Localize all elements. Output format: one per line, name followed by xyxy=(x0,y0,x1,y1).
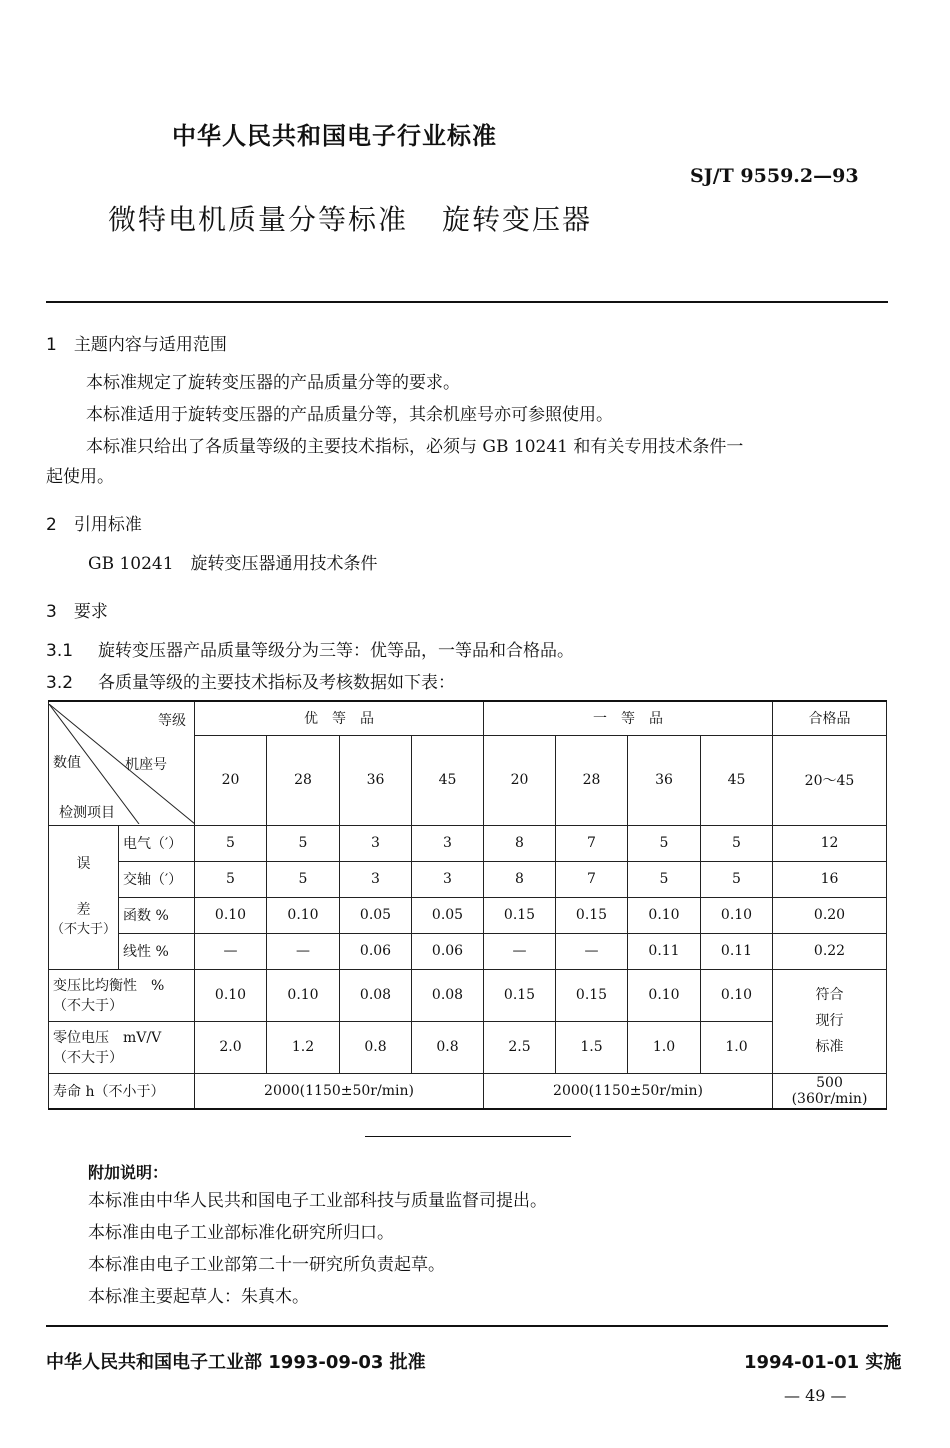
table-cell: 0.15 xyxy=(556,969,628,1021)
appendix-line: 本标准主要起草人：朱真木。 xyxy=(88,1287,309,1307)
corner-grade-label: 等级 xyxy=(158,713,186,730)
table-cell: 0.10 xyxy=(267,897,340,933)
life-qualified-speed: (360r/min) xyxy=(791,1090,868,1107)
section-2-heading: 2 引用标准 xyxy=(46,515,142,535)
appendix-line: 本标准由电子工业部标准化研究所归口。 xyxy=(88,1223,394,1243)
section-1-paragraph: 本标准适用于旋转变压器的产品质量分等，其余机座号亦可参照使用。 xyxy=(86,405,613,425)
table-cell: 0.11 xyxy=(701,933,773,969)
frame-number: 45 xyxy=(701,735,773,825)
table-cell: 0.15 xyxy=(556,897,628,933)
table-cell: 1.0 xyxy=(628,1021,701,1073)
zero-label-1: 零位电压 mV/V xyxy=(53,1030,162,1046)
table-cell: 0.10 xyxy=(701,897,773,933)
table-cell: 0.15 xyxy=(484,969,556,1021)
table-cell: 2.0 xyxy=(195,1021,267,1073)
error-group-label xyxy=(49,825,119,969)
clause-3-2 xyxy=(46,672,455,694)
row-label: 交轴（′） xyxy=(119,861,195,897)
table-cell: 7 xyxy=(556,825,628,861)
table-cell: 0.15 xyxy=(484,897,556,933)
life-row-label: 寿命 h（不小于） xyxy=(49,1073,195,1109)
corner-item-label: 检测项目 xyxy=(59,805,115,822)
section-1-paragraph: 本标准规定了旋转变压器的产品质量分等的要求。 xyxy=(86,373,460,393)
approval-date: 中华人民共和国电子工业部 1993-09-03 批准 xyxy=(46,1352,426,1373)
standard-org-header: 中华人民共和国电子行业标准 xyxy=(172,122,497,150)
grade-first-header: 一 等 品 xyxy=(484,701,773,735)
quality-grade-table xyxy=(48,700,887,1110)
section-1-paragraph: 本标准只给出了各质量等级的主要技术指标，必须与 GB 10241 和有关专用技术条件一 xyxy=(86,437,744,457)
document-title xyxy=(108,198,592,238)
bottom-rule xyxy=(46,1325,888,1327)
table-cell: 0.08 xyxy=(340,969,412,1021)
table-cell: 3 xyxy=(412,825,484,861)
table-cell: 1.2 xyxy=(267,1021,340,1073)
qualified-note-line: 符合 xyxy=(815,987,844,1003)
table-corner-cell xyxy=(49,701,195,825)
zero-row-label xyxy=(49,1021,195,1073)
section-1-paragraph: 起使用。 xyxy=(46,467,114,487)
table-cell: 0.10 xyxy=(628,897,701,933)
clause-text: 各质量等级的主要技术指标及考核数据如下表： xyxy=(98,673,455,693)
qualified-note-line: 现行 xyxy=(815,1013,844,1029)
table-cell: 0.20 xyxy=(773,897,887,933)
top-rule xyxy=(46,301,888,303)
table-cell: 7 xyxy=(556,861,628,897)
table-cell: 5 xyxy=(701,861,773,897)
middle-rule xyxy=(365,1136,571,1137)
table-cell: 0.10 xyxy=(628,969,701,1021)
table-cell: 0.10 xyxy=(195,969,267,1021)
grade-qualified-header: 合格品 xyxy=(773,701,887,735)
frame-number: 36 xyxy=(340,735,412,825)
table-cell: — xyxy=(556,933,628,969)
page-number: — 49 — xyxy=(784,1386,847,1405)
frame-number: 45 xyxy=(412,735,484,825)
table-cell: 0.10 xyxy=(267,969,340,1021)
table-cell: 0.05 xyxy=(340,897,412,933)
table-cell: 5 xyxy=(628,861,701,897)
title-main: 微特电机质量分等标准 xyxy=(108,203,409,236)
table-cell: 0.10 xyxy=(195,897,267,933)
table-cell: 0.06 xyxy=(412,933,484,969)
zero-label-2: （不大于） xyxy=(53,1050,123,1066)
error-label-1: 误 xyxy=(76,856,91,872)
table-cell: 5 xyxy=(195,861,267,897)
row-label: 函数 % xyxy=(119,897,195,933)
table-cell: 16 xyxy=(773,861,887,897)
table-cell: 5 xyxy=(195,825,267,861)
table-cell: 5 xyxy=(628,825,701,861)
table-cell: 0.05 xyxy=(412,897,484,933)
corner-value-label: 数值 xyxy=(53,755,81,772)
frame-number: 28 xyxy=(267,735,340,825)
table-cell: 0.10 xyxy=(701,969,773,1021)
table-cell: 0.11 xyxy=(628,933,701,969)
corner-frame-label: 机座号 xyxy=(125,757,167,774)
frame-number: 20 xyxy=(484,735,556,825)
table-cell: 5 xyxy=(267,861,340,897)
grade-superior-header: 优 等 品 xyxy=(195,701,484,735)
clause-3-1 xyxy=(46,640,574,662)
life-first: 2000(1150±50r/min) xyxy=(484,1073,773,1109)
table-cell: 0.08 xyxy=(412,969,484,1021)
clause-number: 3.1 xyxy=(46,641,74,661)
frame-range: 20～45 xyxy=(773,735,887,825)
table-cell: 0.06 xyxy=(340,933,412,969)
table-cell: 3 xyxy=(412,861,484,897)
life-superior: 2000(1150±50r/min) xyxy=(195,1073,484,1109)
error-label-3: （不大于） xyxy=(50,922,116,937)
table-cell: 12 xyxy=(773,825,887,861)
frame-number: 20 xyxy=(195,735,267,825)
qualified-note-line: 标准 xyxy=(815,1039,844,1055)
clause-text: 旋转变压器产品质量等级分为三等：优等品，一等品和合格品。 xyxy=(98,641,574,661)
section-3-heading: 3 要求 xyxy=(46,602,108,622)
life-qualified xyxy=(773,1073,887,1109)
frame-number: 36 xyxy=(628,735,701,825)
table-cell: 8 xyxy=(484,861,556,897)
ratio-label-1: 变压比均衡性 % xyxy=(53,978,165,994)
table-cell: 0.22 xyxy=(773,933,887,969)
table-cell: 0.8 xyxy=(340,1021,412,1073)
error-label-2: 差 xyxy=(76,902,91,918)
appendix-heading: 附加说明： xyxy=(88,1163,169,1182)
clause-number: 3.2 xyxy=(46,673,74,693)
table-cell: 1.5 xyxy=(556,1021,628,1073)
title-sub: 旋转变压器 xyxy=(442,203,593,236)
table-cell: 3 xyxy=(340,861,412,897)
qualified-note-cell xyxy=(773,969,887,1073)
referenced-standard: GB 10241 旋转变压器通用技术条件 xyxy=(88,554,378,574)
row-label: 线性 % xyxy=(119,933,195,969)
ratio-label-2: （不大于） xyxy=(53,998,123,1014)
table-cell: — xyxy=(484,933,556,969)
section-1-heading: 1 主题内容与适用范围 xyxy=(46,335,227,355)
appendix-line: 本标准由中华人民共和国电子工业部科技与质量监督司提出。 xyxy=(88,1191,547,1211)
table-cell: 2.5 xyxy=(484,1021,556,1073)
table-cell: 0.8 xyxy=(412,1021,484,1073)
table-cell: 5 xyxy=(701,825,773,861)
table-cell: 1.0 xyxy=(701,1021,773,1073)
frame-number: 28 xyxy=(556,735,628,825)
table-cell: 5 xyxy=(267,825,340,861)
table-cell: 3 xyxy=(340,825,412,861)
row-label: 电气（′） xyxy=(119,825,195,861)
standard-code: SJ/T 9559.2—93 xyxy=(690,165,859,187)
life-qualified-hours: 500 xyxy=(816,1074,843,1091)
appendix-line: 本标准由电子工业部第二十一研究所负责起草。 xyxy=(88,1255,445,1275)
table-cell: — xyxy=(267,933,340,969)
implementation-date: 1994-01-01 实施 xyxy=(744,1352,902,1373)
ratio-row-label xyxy=(49,969,195,1021)
table-cell: — xyxy=(195,933,267,969)
table-cell: 8 xyxy=(484,825,556,861)
